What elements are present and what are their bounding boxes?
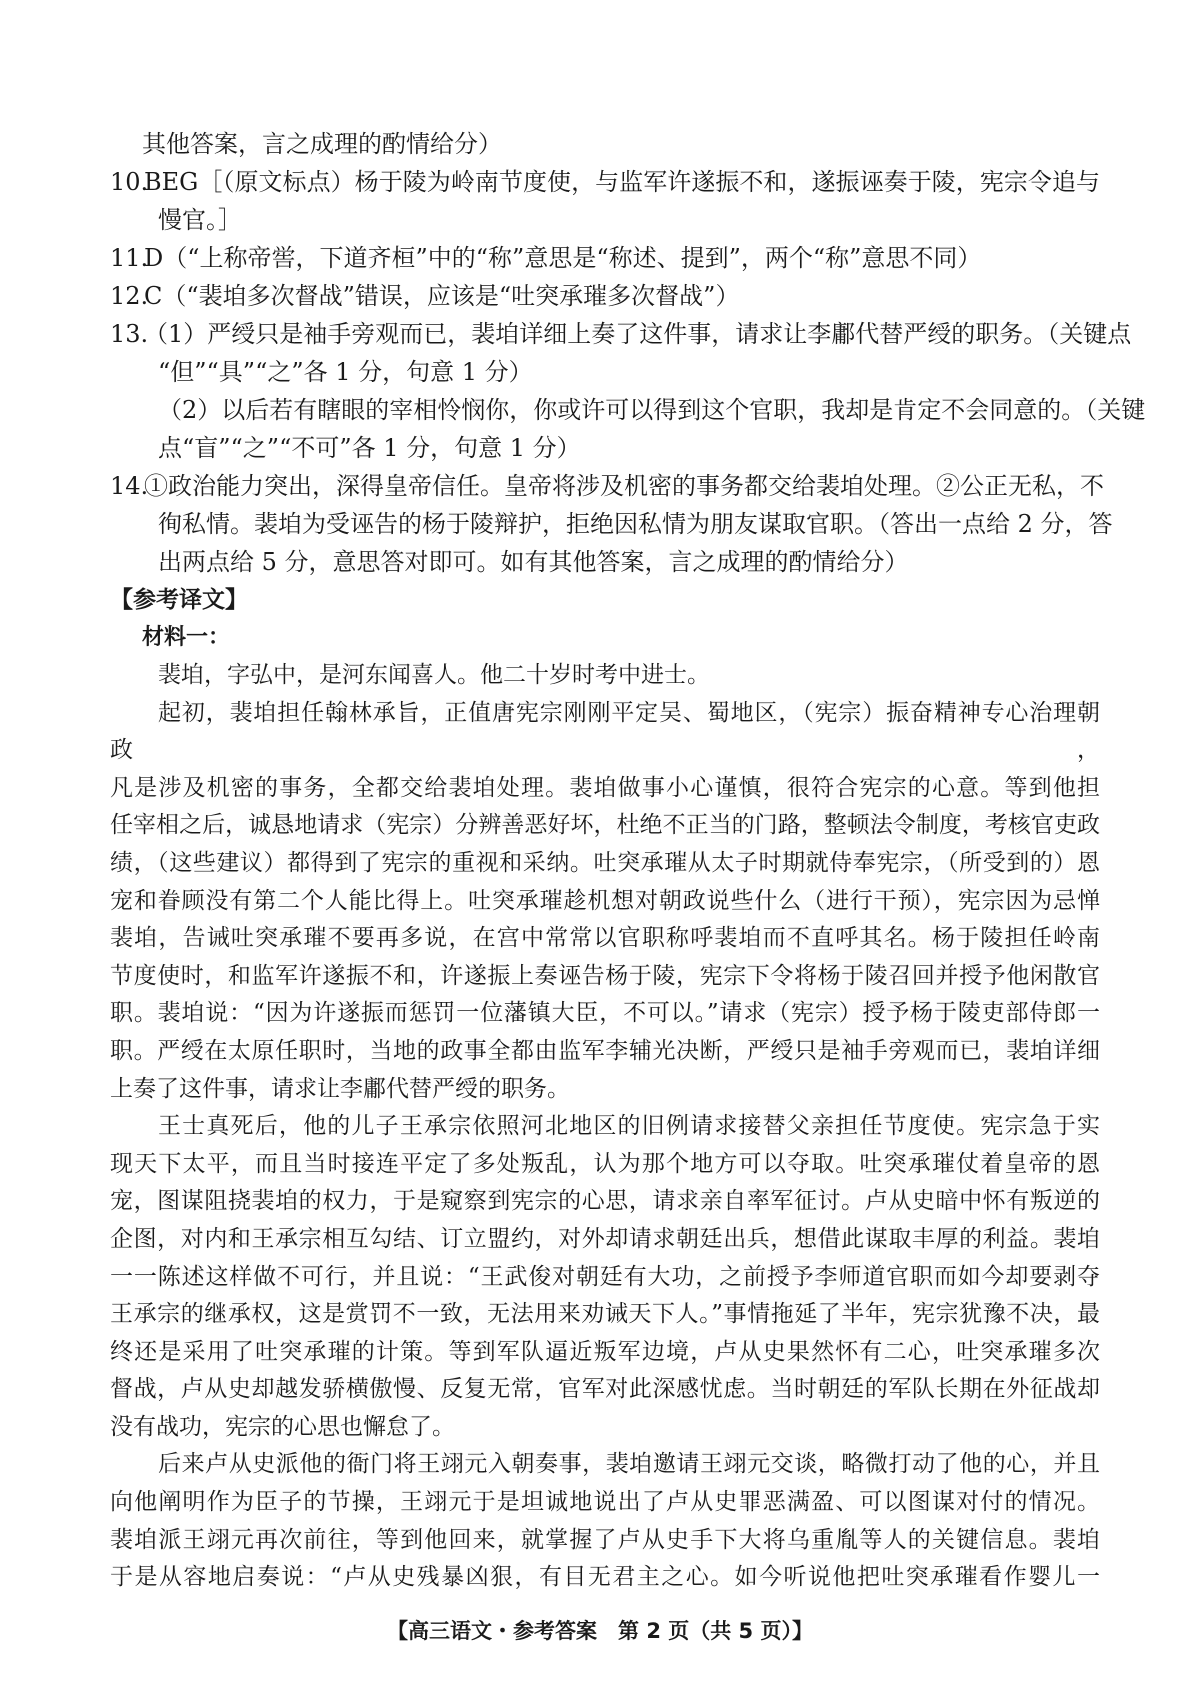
answer-text: BEG［（原文标点）杨于陵为岭南节度使，与监军许遂振不和，遂振诬奏于陵，宪宗令追与: [144, 168, 1100, 196]
paragraph-line: 企图，对内和王承宗相互勾结、订立盟约，对外却请求朝廷出兵，想借此谋取丰厚的利益。裴垍: [110, 1225, 1100, 1252]
translation-paragraph-2: [110, 695, 1100, 1109]
answer-text: C（“裴垍多次督战”错误，应该是“吐突承璀多次督战”）: [144, 282, 740, 310]
answer-number: 13.: [110, 320, 149, 348]
page-footer: 【高三语文・参考答案 第 2 页（共 5 页）】: [387, 1619, 813, 1643]
answer-12: [110, 277, 1100, 315]
translation-paragraph-4: [110, 1446, 1100, 1596]
answer-13-line3: （2）以后若有瞎眼的宰相怜悯你，你或许可以得到这个官职，我却是肯定不会同意的。（关键: [158, 396, 1146, 424]
answer-13-line4: 点“盲”“之”“不可”各 1 分，句意 1 分）: [158, 434, 581, 462]
paragraph-line: 督战，卢从史却越发骄横傲慢、反复无常，官军对此深感忧虑。当时朝廷的军队长期在外征战却: [110, 1376, 1100, 1403]
paragraph-line: 凡是涉及机密的事务，全都交给裴垍处理。裴垍做事小心谨慎，很符合宪宗的心意。等到他担: [110, 774, 1100, 801]
answer-13-line2: “但”“具”“之”各 1 分，句意 1 分）: [158, 358, 533, 386]
paragraph-line: 起初，裴垍担任翰林承旨，正值唐宪宗刚刚平定吴、蜀地区，（宪宗）振奋精神专心治理朝政，: [110, 699, 1100, 764]
paragraph-line: 向他阐明作为臣子的节操，王翊元于是坦诚地说出了卢从史罪恶满盈、可以图谋对付的情况。: [110, 1489, 1100, 1516]
paragraph-line: 裴垍，告诫吐突承璀不要再多说，在宫中常常以官职称呼裴垍而不直呼其名。杨于陵担任岭南: [110, 925, 1100, 952]
paragraph-line: 于是从容地启奏说：“卢从史残暴凶狠，有目无君主之心。如今听说他把吐突承璀看作婴儿一: [110, 1564, 1100, 1591]
material-title: 材料一：: [142, 625, 231, 650]
paragraph-line: 王士真死后，他的儿子王承宗依照河北地区的旧例请求接替父亲担任节度使。宪宗急于实: [158, 1113, 1100, 1140]
answer-text: ①政治能力突出，深得皇帝信任。皇帝将涉及机密的事务都交给裴垍处理。②公正无私，不: [144, 472, 1104, 500]
answer-page: [110, 125, 1146, 1597]
answer-11: [110, 239, 1100, 277]
paragraph-line: 现天下太平，而且当时接连平定了多处叛乱，认为那个地方可以夺取。吐突承璀仗着皇帝的恩: [110, 1150, 1100, 1177]
answer-text: D（“上称帝喾，下道齐桓”中的“称”意思是“称述、提到”，两个“称”意思不同）: [144, 244, 982, 272]
answer-number: 12.: [110, 282, 149, 310]
paragraph-line: 职。裴垍说：“因为许遂振而惩罚一位藩镇大臣，不可以。”请求（宪宗）授予杨于陵吏部侍郎一: [110, 1000, 1100, 1027]
answer-text: （1）严绶只是袖手旁观而已，裴垍详细上奏了这件事，请求让李鄘代替严绶的职务。（关键点: [144, 320, 1132, 348]
paragraph-line: 一一陈述这样做不可行，并且说：“王武俊对朝廷有大功，之前授予李师道官职而如今却要剥夺: [110, 1263, 1100, 1290]
paragraph-line: 后来卢从史派他的衙门将王翊元入朝奏事，裴垍邀请王翊元交谈，略微打动了他的心，并且: [158, 1451, 1100, 1478]
paragraph-line: 裴垍派王翊元再次前往，等到他回来，就掌握了卢从史手下大将乌重胤等人的关键信息。裴垍: [110, 1526, 1100, 1553]
paragraph-line: 上奏了这件事，请求让李鄘代替严绶的职务。: [110, 1075, 570, 1102]
paragraph-line: 王承宗的继承权，这是赏罚不一致，无法用来劝诫天下人。”事情拖延了半年，宪宗犹豫不决，最: [110, 1301, 1100, 1328]
answer-14-line2: 徇私情。裴垍为受诬告的杨于陵辩护，拒绝因私情为朋友谋取官职。（答出一点给 2 分，答: [158, 510, 1113, 538]
paragraph-line: 节度使时，和监军许遂振不和，许遂振上奏诬告杨于陵，宪宗下令将杨于陵召回并授予他闲散官: [110, 962, 1100, 989]
translation-paragraph-1: [110, 657, 1100, 695]
answer-14-line3: 出两点给 5 分，意思答对即可。如有其他答案，言之成理的酌情给分）: [158, 548, 909, 576]
answer-14: [110, 467, 1104, 505]
paragraph-line: 任宰相之后，诚恳地请求（宪宗）分辨善恶好坏，杜绝不正当的门路，整顿法令制度，考核官吏政: [110, 812, 1100, 839]
paragraph-line: 绩，（这些建议）都得到了宪宗的重视和采纳。吐突承璀从太子时期就侍奉宪宗，（所受到的）恩: [110, 849, 1100, 876]
paragraph-line: 宠和眷顾没有第二个人能比得上。吐突承璀趁机想对朝政说些什么（进行干预），宪宗因为忌惮: [110, 887, 1100, 914]
answer-10: [110, 163, 1100, 201]
answer-number: 11.: [110, 244, 149, 272]
paragraph-line: 宠，图谋阻挠裴垍的权力，于是窥察到宪宗的心思，请求亲自率军征讨。卢从史暗中怀有叛逆的: [110, 1188, 1100, 1215]
answer-13: [110, 315, 1132, 353]
answer-10-cont: 慢官。］: [158, 206, 242, 234]
answer-number: 14.: [110, 472, 149, 500]
translation-paragraph-3: [110, 1108, 1100, 1446]
paragraph-line: 裴垍，字弘中，是河东闻喜人。他二十岁时考中进士。: [158, 662, 710, 688]
answer-number: 10.: [110, 168, 149, 196]
paragraph-line: 终还是采用了吐突承璀的计策。等到军队逼近叛军边境，卢从史果然怀有二心，吐突承璀多次: [110, 1338, 1100, 1365]
paragraph-line: 没有战功，宪宗的心思也懈怠了。: [110, 1413, 455, 1440]
answer-carryover: 其他答案，言之成理的酌情给分）: [142, 130, 502, 158]
translation-section-title: 【参考译文】: [110, 587, 248, 613]
paragraph-line: 职。严绶在太原任职时，当地的政事全都由监军李辅光决断，严绶只是袖手旁观而已，裴垍详细: [110, 1037, 1100, 1064]
